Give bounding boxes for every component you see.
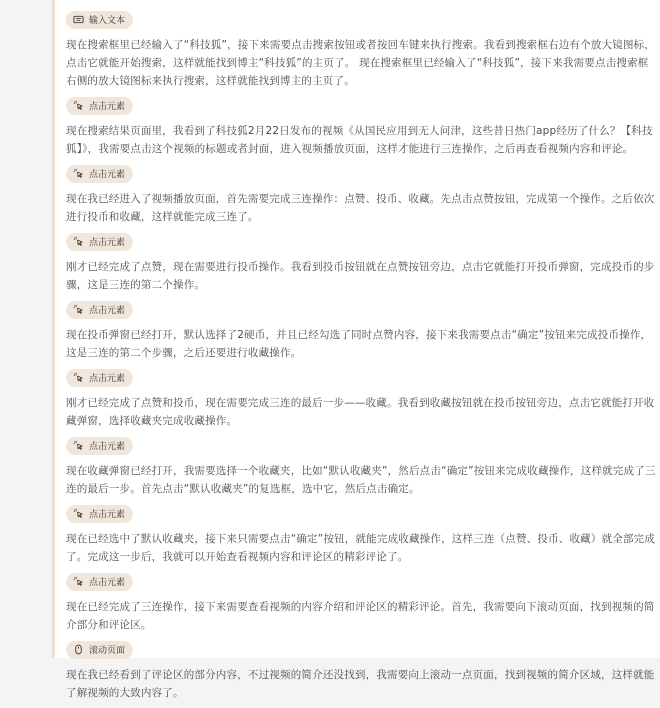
action-label: 点击元素: [89, 374, 126, 384]
action-label: 点击元素: [89, 578, 126, 588]
action-label: 输入文本: [89, 16, 126, 26]
action-label: 点击元素: [89, 442, 126, 452]
click-icon: [73, 440, 84, 451]
click-icon: [73, 236, 84, 247]
action-chip: [66, 165, 133, 183]
action-label: 点击元素: [89, 306, 126, 316]
step-item: [66, 96, 658, 158]
action-chip: [66, 11, 133, 29]
click-icon: [73, 100, 84, 111]
action-chip: [66, 505, 133, 523]
step-item: [66, 572, 658, 634]
action-chip: [66, 97, 133, 115]
action-chip: [66, 437, 133, 455]
step-description: 现在我已经进入了视频播放页面，首先需要完成三连操作：点赞、投币、收藏。先点击点赞按钮，完成第一个操作。之后依次进行投币和收藏，这样就能完成三连了。: [66, 193, 655, 223]
action-chip: [66, 641, 133, 659]
step-description: 现在搜索结果页面里，我看到了科技狐2月22日发布的视频《从国民应用到无人问津，这些昔日热门app经历了什么？【科技狐】》，我需要点击这个视频的标题或者封面，进入视频播放页面，这样才能进行三连操作，之后再查看视频内容和评论。: [66, 125, 653, 155]
action-label: 点击元素: [89, 510, 126, 520]
step-description: 现在已经完成了三连操作，接下来需要查看视频的内容介绍和评论区的精彩评论。首先，我需要向下滚动页面，找到视频的简介部分和评论区。: [66, 601, 655, 631]
step-item: [66, 640, 658, 702]
keyboard-icon: [73, 14, 84, 25]
click-icon: [73, 508, 84, 519]
step-item: [66, 10, 658, 90]
step-item: [66, 504, 658, 566]
step-item: [66, 436, 658, 498]
click-icon: [73, 576, 84, 587]
step-description: 现在收藏弹窗已经打开，我需要选择一个收藏夹，比如“默认收藏夹”，然后点击“确定”按钮来完成收藏操作，这样就完成了三连的最后一步。首先点击“默认收藏夹”的复选框，选中它，然后点击确定。: [66, 465, 656, 495]
action-chip: [66, 233, 133, 251]
step-item: [66, 368, 658, 430]
click-icon: [73, 304, 84, 315]
mouse-icon: [73, 644, 84, 655]
click-icon: [73, 168, 84, 179]
step-item: [66, 232, 658, 294]
click-icon: [73, 372, 84, 383]
step-list: [66, 10, 658, 708]
timeline-line: [53, 0, 55, 658]
action-chip: [66, 369, 133, 387]
step-description: 现在搜索框里已经输入了“科技狐”，接下来需要点击搜索按钮或者按回车键来执行搜索。我看到搜索框右边有个放大镜图标，点击它就能开始搜索，这样就能找到博主“科技狐”的主页了。 现在搜索框里已经输入了“科技狐”，接下来我需要点击搜索框右侧的放大镜图标来执行搜索，这样就能找到博主的主页了。: [66, 39, 656, 87]
action-label: 点击元素: [89, 102, 126, 112]
action-label: 点击元素: [89, 170, 126, 180]
agent-log-panel: [52, 0, 660, 699]
action-label: 点击元素: [89, 238, 126, 248]
step-description: 刚才已经完成了点赞，现在需要进行投币操作。我看到投币按钮就在点赞按钮旁边，点击它就能打开投币弹窗，完成投币的步骤，这是三连的第二个操作。: [66, 261, 655, 291]
step-description: 现在我已经看到了评论区的部分内容，不过视频的简介还没找到，我需要向上滚动一点页面，找到视频的简介区域，这样就能了解视频的大致内容了。: [66, 669, 655, 699]
step-item: [66, 164, 658, 226]
step-description: 现在已经选中了默认收藏夹，接下来只需要点击“确定”按钮，就能完成收藏操作，这样三连（点赞、投币、收藏）就全部完成了。完成这一步后，我就可以开始查看视频内容和评论区的精彩评论了。: [66, 533, 656, 563]
action-chip: [66, 301, 133, 319]
action-chip: [66, 573, 133, 591]
step-item: [66, 300, 658, 362]
step-description: 刚才已经完成了点赞和投币，现在需要完成三连的最后一步——收藏。我看到收藏按钮就在投币按钮旁边，点击它就能打开收藏弹窗，选择收藏夹完成收藏操作。: [66, 397, 655, 427]
action-label: 滚动页面: [89, 646, 126, 656]
step-description: 现在投币弹窗已经打开，默认选择了2硬币，并且已经勾选了同时点赞内容，接下来我需要点击“确定”按钮来完成投币操作，这是三连的第二个步骤，之后还要进行收藏操作。: [66, 329, 652, 359]
